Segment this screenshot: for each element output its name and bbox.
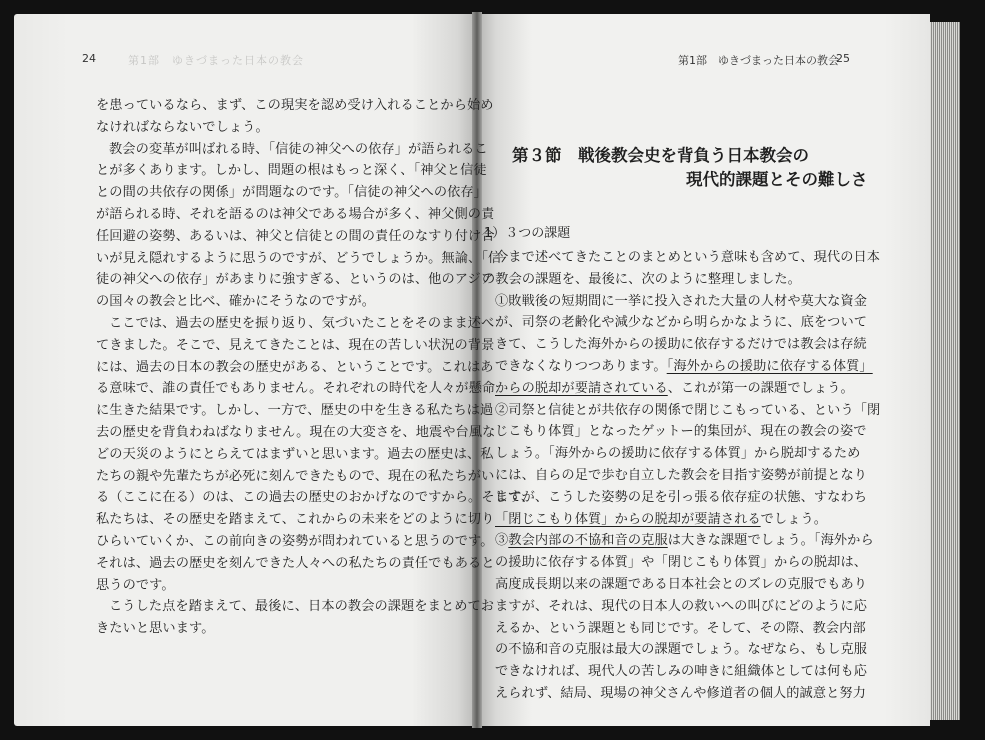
left-text-line: を患っているなら、まず、この現実を認め受け入れることから始め [96, 98, 494, 113]
text-segment: の不協和音の克服は最大の課題でしょう。なぜなら、もし克服 [495, 642, 868, 658]
section-heading [512, 144, 868, 192]
right-text-line [482, 487, 880, 509]
left-running-title: 第1部 ゆきづまった日本の教会 [128, 54, 304, 67]
left-text-line: に生きた結果です。しかし、一方で、歴史の中を生きる私たちは過 [96, 403, 494, 419]
underlined-phrase: からの脱却が要請されている [495, 380, 668, 396]
left-text-line: には、過去の日本の教会の歴史がある、ということです。これはあ [96, 359, 494, 375]
text-segment: できなくなりつつあります。 [495, 358, 667, 374]
text-segment: できなければ、現代人の苦しみの呻きに組織体としては何も応 [495, 664, 868, 680]
right-text-line [482, 465, 880, 487]
left-text-line: ここでは、過去の歴史を振り返り、気づいたことをそのまま述べ [109, 315, 495, 331]
section-heading-line-2: 現代的課題とその難しさ [686, 170, 868, 189]
text-segment: ③ [495, 533, 509, 549]
right-text-line [482, 618, 880, 640]
right-running-title: 第1部 ゆきづまった日本の教会 [678, 54, 839, 67]
right-text-line [482, 400, 880, 422]
left-page-number: 24 [82, 52, 96, 65]
page-edges [930, 22, 960, 720]
right-text-line [482, 334, 880, 356]
left-text-line: 私たちは、その歴史を踏まえて、これからの未来をどのように切り [96, 512, 495, 528]
left-text-line: が語られる時、それを語るのは神父である場合が多く、神父側の責 [96, 206, 495, 222]
left-text-line: 教会の変革が叫ばれる時、「信徒の神父への依存」が語られるこ [109, 141, 488, 157]
right-text-line [482, 378, 880, 400]
text-segment: しょう。「海外からの援助に依存する体質」から脱却するため [495, 446, 861, 462]
underlined-phrase: 「海外からの援助に依存する体質」 [666, 358, 873, 374]
left-text-line: の国々の教会と比べ、確かにそうなのですが。 [96, 294, 376, 310]
text-segment: でしょう。 [760, 511, 828, 527]
left-text-line: きたいと思います。 [96, 621, 215, 637]
right-text-line [482, 356, 880, 378]
text-segment: が、司祭の老齢化や減少などから明らかなように、底をついて [495, 315, 868, 331]
right-text-line [482, 443, 880, 465]
left-text-line: 任回避の姿勢、あるいは、神父と信徒との間の責任のなすり付け合 [96, 228, 495, 244]
left-text-line: それは、過去の歴史を刻んできた人々への私たちの責任でもあると [96, 555, 495, 571]
text-segment: は大きな課題でしょう。「海外から [667, 533, 874, 549]
text-segment: えられず、結局、現場の神父さんや修道者の個人的誠意と努力 [495, 685, 866, 701]
text-segment: 、これが第一の課題でしょう。 [667, 380, 854, 396]
underlined-phrase: 教会内部の不協和音の克服 [508, 533, 668, 549]
right-text-line [482, 291, 880, 313]
text-segment: ②司祭と信徒とが共依存の関係で閉じこもっている、という「閉 [495, 402, 881, 418]
left-text-line: たちの親や先輩たちが必死に刻んできたもので、現在の私たちがい [96, 468, 495, 484]
right-text-line [482, 683, 880, 705]
left-text-line: なければならないでしょう。 [96, 119, 269, 135]
text-segment: きて、こうした海外からの援助に依存するだけでは教会は存続 [495, 337, 867, 353]
text-segment: ますが、こうした姿勢の足を引っ張る依存症の状態、すなわち [495, 489, 868, 505]
right-text-line [482, 269, 880, 291]
right-text-line [482, 552, 880, 574]
left-text-line: る（ここに在る）のは、この過去の歴史のおかげなのですから。そして、 [96, 490, 535, 506]
left-text-line: てきました。そこで、見えてきたことは、現在の苦しい状況の背景 [96, 337, 495, 353]
right-text-line [482, 509, 880, 531]
text-segment: の援助に依存する体質」や「閉じこもり体質」からの脱却は、 [495, 555, 868, 571]
left-text-line: との間の共依存の関係」が問題なのです。「信徒の神父への依存」 [96, 185, 487, 201]
right-text-line [482, 247, 880, 269]
right-body-text [482, 247, 880, 705]
right-text-line [482, 312, 880, 334]
left-text-line: ひらいていくか、この前向きの姿勢が問われていると思うのです。 [96, 533, 494, 549]
right-text-line [482, 639, 880, 661]
text-segment: ①敗戦後の短期間に一挙に投入された大量の人材や莫大な資金 [495, 293, 868, 309]
text-segment: 高度成長期以来の課題である日本社会とのズレの克服でもあり [495, 576, 868, 592]
text-segment: 今まで述べてきたことのまとめという意味も含めて、現代の日本 [495, 250, 881, 265]
text-segment: には、自らの足で歩む自立した教会を目指す姿勢が前提となり [495, 467, 868, 483]
right-text-line [482, 596, 880, 618]
left-text-line: どの天災のようにとらえてはまずいと思います。過去の歴史は、私 [96, 446, 494, 462]
left-text-line: とが多くあります。しかし、問題の根はもっと深く、「神父と信徒 [96, 163, 487, 179]
left-text-line: 徒の神父への依存」があまりに強すぎる、というのは、他のアジア [96, 272, 495, 288]
left-text-line: いが見え隠れするように思うのですが、どうでしょうか。無論、「信 [96, 250, 502, 266]
right-text-line [482, 661, 880, 683]
subsection-heading: 1）３つの課題 [484, 226, 571, 241]
left-text-line: 去の歴史を背負わねばなりません。現在の大変さを、地震や台風な [96, 424, 496, 440]
text-segment: えるか、という課題とも同じです。そして、その際、教会内部 [495, 620, 866, 636]
left-body-text [96, 95, 534, 640]
text-segment: の教会の課題を、最後に、次のように整理しました。 [482, 271, 801, 287]
left-text-line: 思うのです。 [96, 577, 175, 593]
underlined-phrase: 「閉じこもり体質」からの脱却が要請される [495, 511, 761, 527]
right-text-line [482, 421, 880, 443]
right-text-line [482, 530, 880, 552]
left-text-line: こうした点を踏まえて、最後に、日本の教会の課題をまとめてお [109, 599, 495, 615]
section-heading-line-1: 第３節 戦後教会史を背負う日本教会の [512, 146, 809, 165]
text-segment: ますが、それは、現代の日本人の救いへの叫びにどのように応 [495, 598, 868, 614]
text-segment: じこもり体質」となったゲットー的集団が、現在の教会の姿で [495, 424, 867, 440]
left-text-line: る意味で、誰の責任でもありません。それぞれの時代を人々が懸命 [96, 381, 496, 397]
right-text-line [482, 574, 880, 596]
right-page-number: 25 [836, 52, 850, 65]
